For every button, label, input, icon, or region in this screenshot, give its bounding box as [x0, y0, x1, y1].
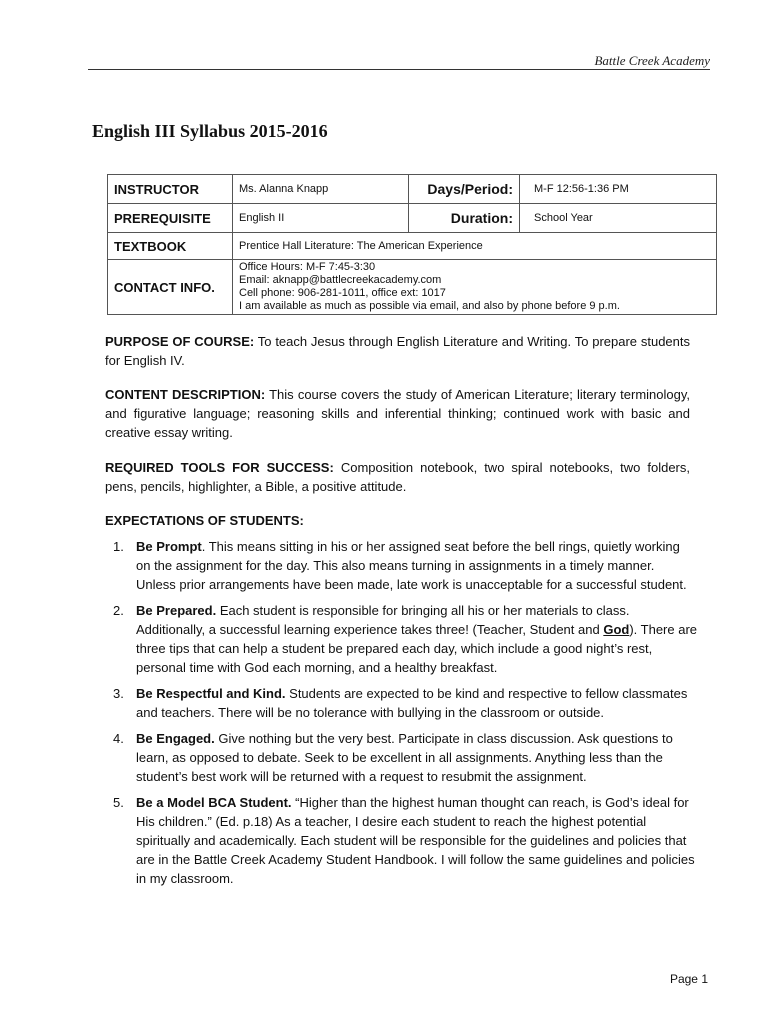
- content-description-paragraph: [105, 385, 690, 442]
- expectations-list: [105, 537, 697, 895]
- days-period-value: M-F 12:56-1:36 PM: [520, 175, 717, 204]
- list-item: [105, 684, 697, 722]
- item-title: Be Prepared.: [136, 603, 217, 618]
- availability-line: I am available as much as possible via email, and also by phone before 9 p.m.: [239, 300, 620, 312]
- header-school-name: Battle Creek Academy: [594, 53, 710, 68]
- item-number: 3.: [113, 686, 124, 701]
- item-text: . This means sitting in his or her assigned seat before the bell rings, quietly working on the assignment for the day. This also means turning in assignments in a timely manner. Unless prior arrangements have been made, late work is unacceptable for a successful student.: [136, 539, 687, 592]
- item-title: Be Prompt: [136, 539, 202, 554]
- header-rule: [88, 69, 710, 70]
- tools-text: Composition notebook, two spiral notebooks, two folders, pens, pencils, highlighter, a Bible, a positive attitude.: [105, 460, 690, 494]
- content-text: This course covers the study of American Literature; literary terminology, and figurative language; reasoning skills and inferential thinking; continued work with basic and creative essay writing.: [105, 387, 690, 440]
- item-text: “Higher than the highest human thought can reach, is God’s ideal for His children.” (Ed. p.18) As a teacher, I desire each student to reach the highest potential spiritually and academically. Each student will be responsible for the guidelines and policies that are in the Battle Creek Academy Student Handbook. I will follow the same guidelines and policies in my classroom.: [136, 795, 695, 886]
- purpose-label: PURPOSE OF COURSE:: [105, 334, 255, 349]
- expectations-heading: EXPECTATIONS OF STUDENTS:: [105, 513, 304, 528]
- item-text: Give nothing but the very best. Participate in class discussion. Ask questions to learn, as opposed to debate. Seek to be excellent in all assignments. Anything less than the student’s best work will be returned with a request to resubmit the assignment.: [136, 731, 673, 784]
- item-text: Students are expected to be kind and respective to fellow classmates and teachers. There will be no tolerance with bullying in the classroom or outside.: [136, 686, 688, 720]
- required-tools-paragraph: [105, 458, 690, 496]
- duration-label: Duration:: [409, 204, 520, 233]
- purpose-paragraph: [105, 332, 690, 370]
- item-title: Be Respectful and Kind.: [136, 686, 286, 701]
- contact-label: CONTACT INFO.: [108, 260, 233, 315]
- purpose-text: To teach Jesus through English Literature and Writing. To prepare students for English IV.: [105, 334, 690, 368]
- item-number: 2.: [113, 603, 124, 618]
- content-label: CONTENT DESCRIPTION:: [105, 387, 266, 402]
- list-item: [105, 537, 697, 594]
- item-number: 4.: [113, 731, 124, 746]
- instructor-value: Ms. Alanna Knapp: [233, 175, 409, 204]
- god-emphasis: God: [603, 622, 630, 637]
- duration-value: School Year: [520, 204, 717, 233]
- textbook-label: TEXTBOOK: [108, 233, 233, 260]
- list-item: [105, 601, 697, 677]
- textbook-value: Prentice Hall Literature: The American Experience: [233, 233, 717, 260]
- page-title: English III Syllabus 2015-2016: [92, 121, 328, 141]
- tools-label: REQUIRED TOOLS FOR SUCCESS:: [105, 460, 334, 475]
- item-text: Each student is responsible for bringing all his or her materials to class. Additionally, a successful learning experience takes three! (Teacher, Student and: [136, 603, 630, 637]
- office-hours-line: Office Hours: M-F 7:45-3:30: [239, 261, 376, 273]
- email-line: Email: aknapp@battlecreekacademy.com: [239, 274, 442, 286]
- item-number: 1.: [113, 539, 124, 554]
- course-info-table: [107, 174, 717, 315]
- page-number: Page 1: [669, 972, 708, 986]
- instructor-label: INSTRUCTOR: [108, 175, 233, 204]
- list-item: [105, 729, 697, 786]
- contact-info-cell: [233, 260, 717, 315]
- item-title: Be Engaged.: [136, 731, 215, 746]
- prerequisite-value: English II: [233, 204, 409, 233]
- phone-line: Cell phone: 906-281-1011, office ext: 1017: [239, 287, 446, 299]
- prerequisite-label: PREREQUISITE: [108, 204, 233, 233]
- days-period-label: Days/Period:: [409, 175, 520, 204]
- item-text-continued: ). There are three tips that can help a student be prepared each day, which include a good night’s rest, personal time with God each morning, and a healthy breakfast.: [136, 622, 698, 675]
- list-item: [105, 793, 697, 888]
- item-title: Be a Model BCA Student.: [136, 795, 292, 810]
- item-number: 5.: [113, 795, 124, 810]
